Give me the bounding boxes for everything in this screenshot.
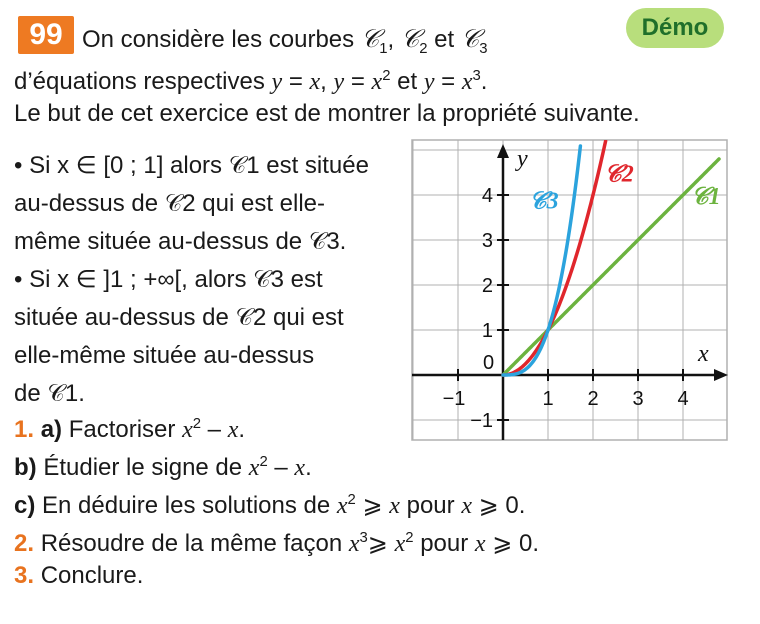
property-2-line-4: de 𝒞1. [14, 380, 85, 407]
curve-label-c3: 𝒞3 [529, 188, 559, 215]
curves-graph [402, 130, 732, 450]
question-2-suffix: pour [420, 530, 469, 557]
y-tick-label: −1 [470, 410, 493, 432]
goal-line: Le but de cet exercice est de montrer la propriété suivante. [14, 100, 640, 127]
x-tick-label: 4 [677, 388, 689, 410]
x-tick-label: 1 [542, 388, 554, 410]
question-1c: c) En déduire les solutions de $x^2$ ⩾ x pour x ⩾ 0. [14, 492, 526, 519]
property-2-line-3: elle-même située au-dessus [14, 342, 315, 369]
exercise-number-badge: 99 [18, 16, 74, 54]
question-1b-label: b) [14, 454, 37, 481]
demo-badge[interactable]: Démo [626, 8, 724, 48]
x-tick-label: 2 [587, 388, 599, 410]
curve-label-c2: 𝒞2 [604, 161, 634, 188]
question-1c-label: c) [14, 492, 36, 519]
question-1b-text: Étudier le signe de [43, 454, 243, 481]
x-axis-label: x [698, 341, 709, 367]
question-1a: 1. a) Factoriser $x^2$ – x. [14, 416, 246, 443]
graph-labels [443, 146, 721, 432]
origin-label: 0 [483, 352, 495, 374]
x-tick-label: 3 [632, 388, 644, 410]
property-2-line-1: • Si x ∈ ]1 ; +∞[, alors 𝒞3 est [14, 266, 323, 293]
x-axis-arrow [714, 369, 728, 381]
intro-et-2: et [397, 68, 418, 95]
x-tick-label: −1 [442, 388, 466, 410]
intro-et-1: et [434, 26, 455, 53]
y-tick-label: 3 [481, 230, 493, 252]
question-1b: b) Étudier le signe de $x^2$ – x. [14, 454, 312, 481]
question-3-text: Conclure. [40, 562, 144, 589]
curve-c2 [503, 141, 606, 375]
y-axis-arrow [497, 144, 509, 158]
y-tick-label: 4 [481, 185, 493, 207]
question-3 [14, 562, 143, 590]
intro-line-1: On considère les courbes 𝒞$_1$, 𝒞$_2$ et 𝒞$_3$ [82, 26, 488, 57]
question-2-text: Résoudre de la même façon [40, 530, 343, 557]
question-3-number: 3. [14, 562, 35, 589]
property-1-line-3: même située au-dessus de 𝒞3. [14, 228, 347, 255]
property-1-line-1: • Si x ∈ [0 ; 1] alors 𝒞1 est située [14, 152, 369, 179]
y-tick-label: 1 [481, 320, 493, 342]
question-1a-text: Factoriser [68, 416, 176, 443]
question-1c-text: En déduire les solutions de [42, 492, 331, 519]
property-1-line-2: au-dessus de 𝒞2 qui est elle- [14, 190, 326, 217]
question-2: 2. Résoudre de la même façon $x^3⩾$ $x^2$ pour x ⩾ 0. [14, 530, 540, 557]
question-2-number: 2. [14, 530, 35, 557]
question-1a-label: a) [40, 416, 63, 443]
intro-text-1: On considère les courbes [82, 26, 355, 53]
y-tick-label: 2 [481, 275, 493, 297]
property-2-line-2: située au-dessus de 𝒞2 qui est [14, 304, 344, 331]
curve-label-c1: 𝒞1 [691, 184, 721, 210]
question-1c-suffix: pour [406, 492, 455, 519]
y-axis-label: y [517, 146, 528, 172]
intro-line-2: d’équations respectives y = x, $y = x^2$ et $y = x^3$. [14, 68, 488, 95]
intro-text-2: d’équations respectives [14, 68, 265, 95]
question-1-number: 1. [14, 416, 35, 443]
